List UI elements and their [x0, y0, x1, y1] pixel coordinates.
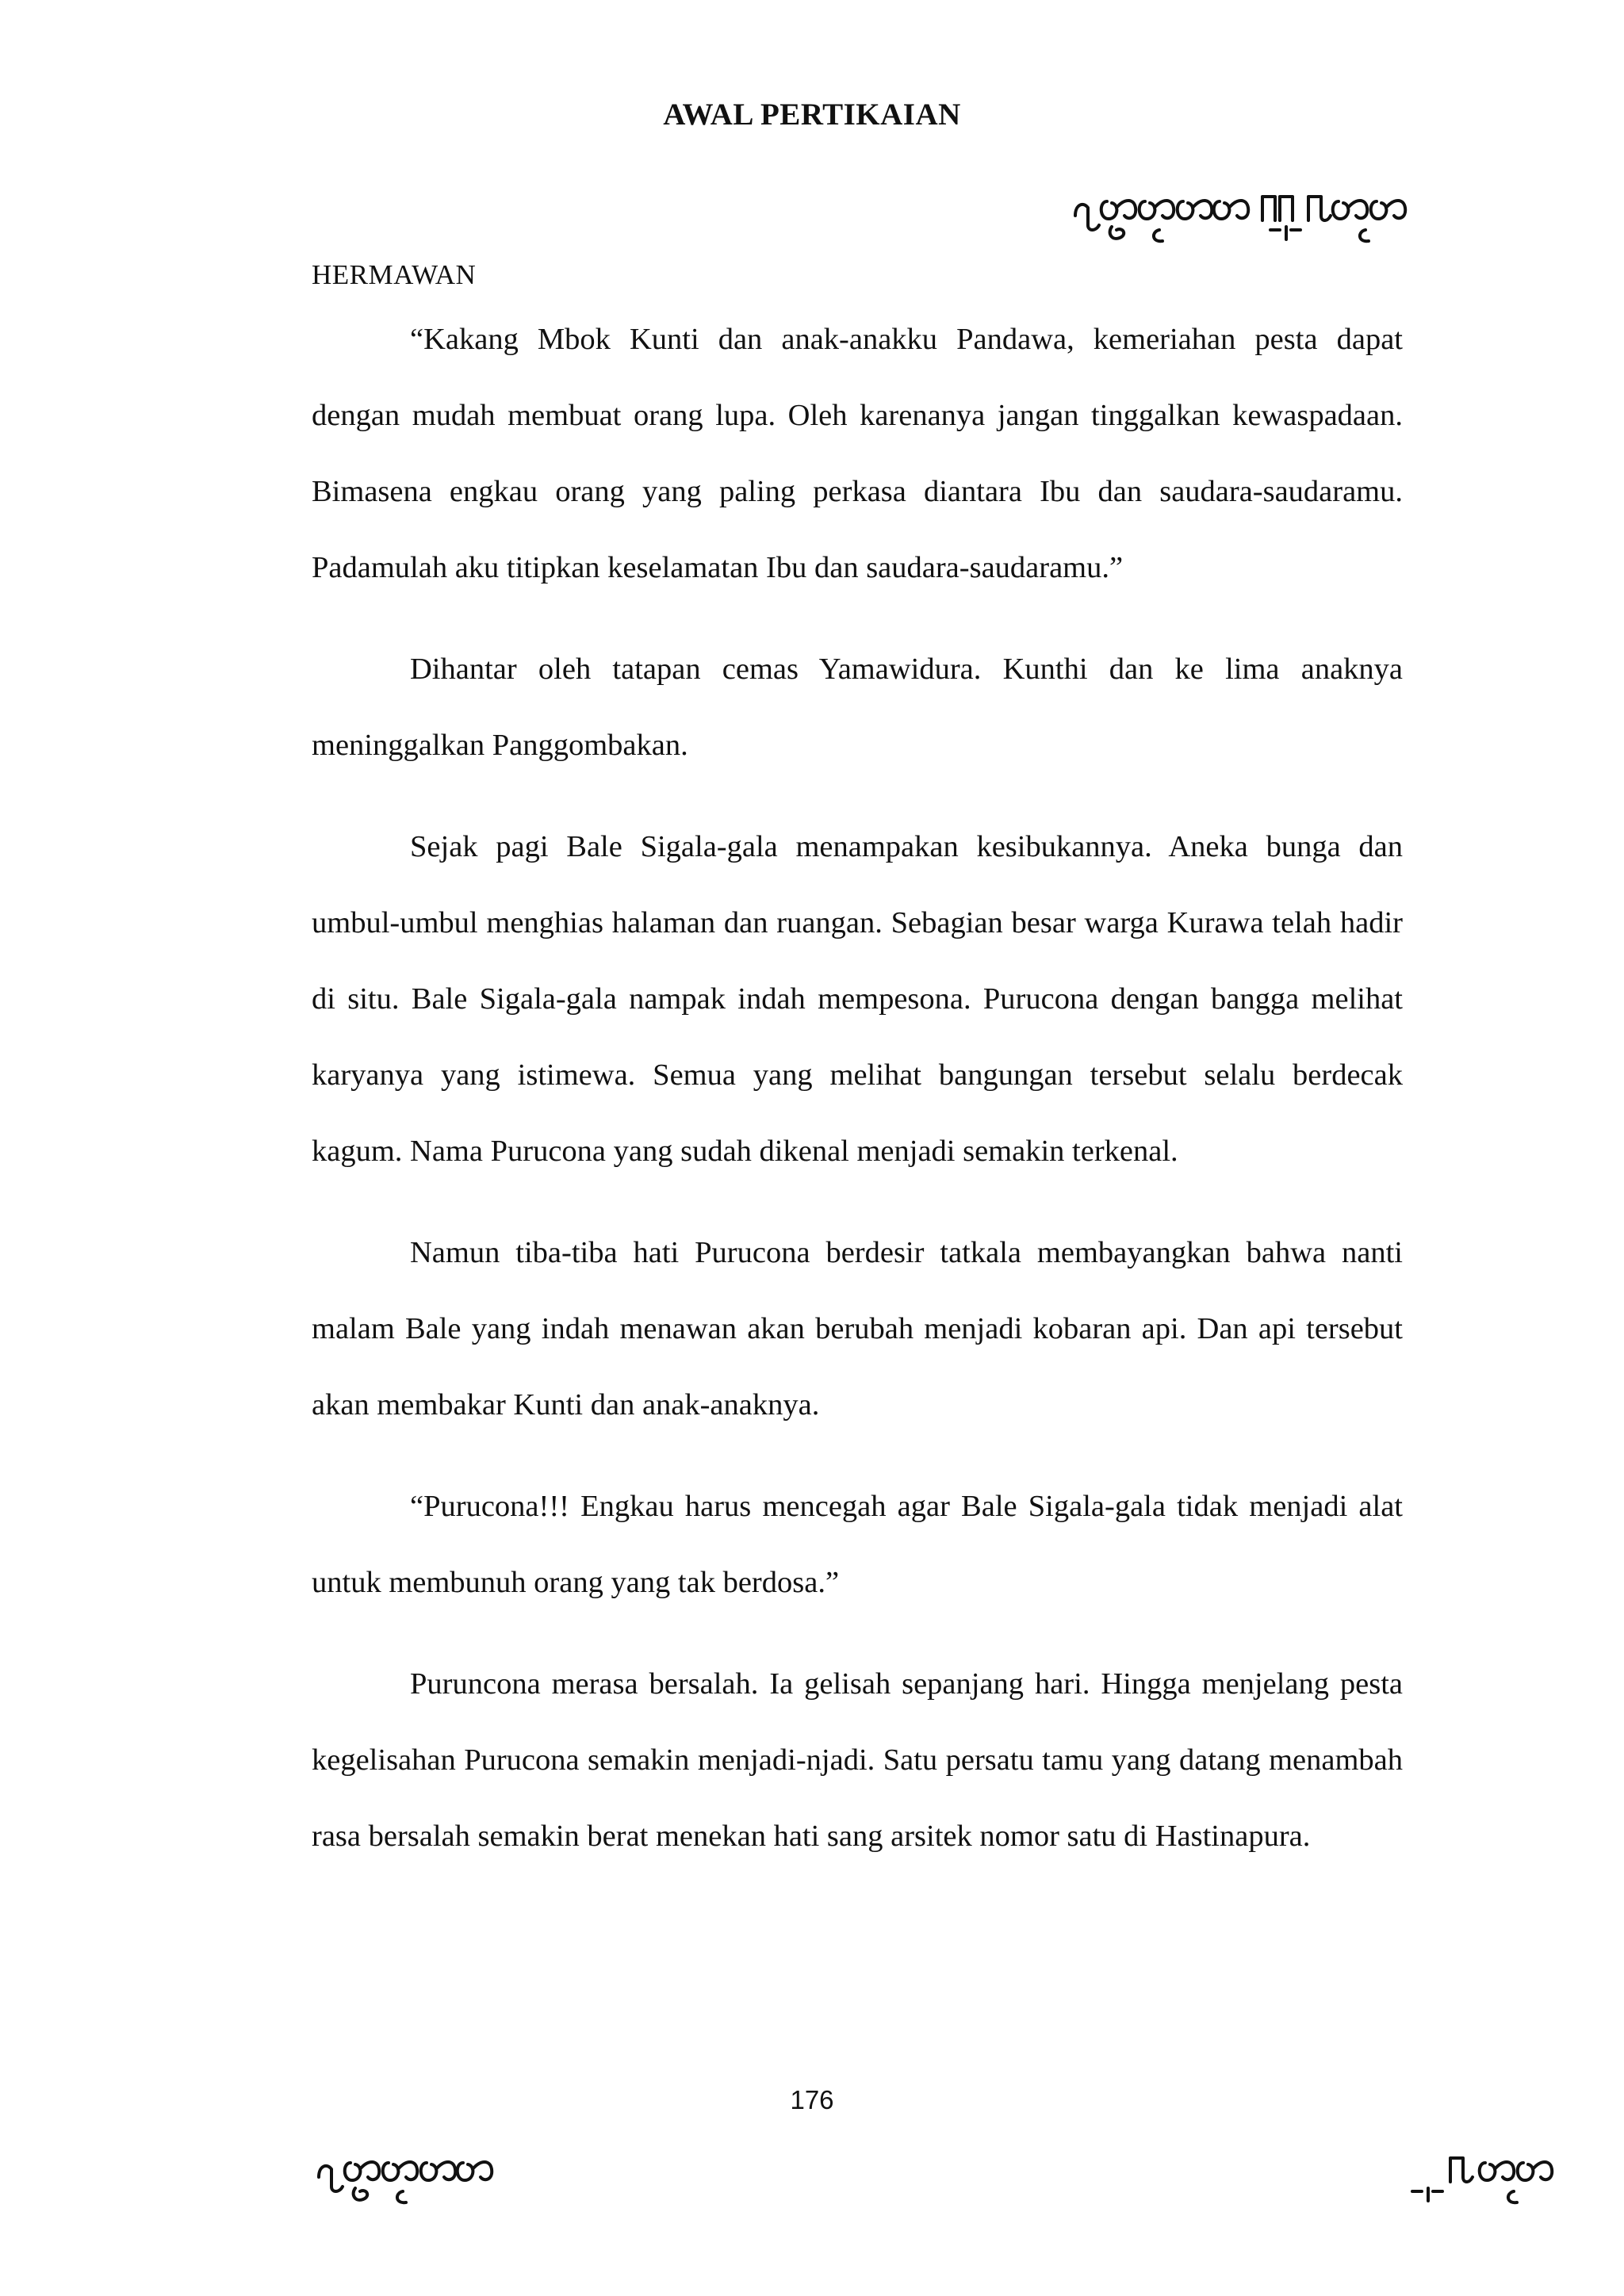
page-title: AWAL PERTIKAIAN	[663, 98, 961, 132]
author-name: HERMAWAN	[312, 259, 477, 290]
javanese-script-footer-left	[316, 2145, 498, 2210]
paragraph: “Kakang Mbok Kunti dan anak-anakku Pandawa, kemeriahan pesta dapat dengan mudah membuat orang lupa. Oleh karenanya jangan tinggalkan kewaspadaan. Bimasena engkau orang yang paling perkasa diantara Ibu dan saudara-saudaramu. Padamulah aku titipkan keselamatan Ibu dan saudara-saudaramu.”	[312, 323, 1403, 584]
javanese-script-header	[1072, 184, 1413, 249]
paragraph: Puruncona merasa bersalah. Ia gelisah sepanjang hari. Hingga menjelang pesta kegelisahan Purucona semakin menjadi-njadi. Satu persatu tamu yang datang menambah rasa bersalah semakin berat menekan hati sang arsitek nomor satu di Hastinapura.	[312, 1667, 1403, 1853]
page-number: 176	[790, 2085, 834, 2114]
paragraph: Sejak pagi Bale Sigala-gala menampakan kesibukannya. Aneka bunga dan umbul-umbul menghias halaman dan ruangan. Sebagian besar warga Kurawa telah hadir di situ. Bale Sigala-gala nampak indah mempesona. Purucona dengan bangga melihat karyanya yang istimewa. Semua yang melihat bangungan tersebut selalu berdecak kagum. Nama Purucona yang sudah dikenal menjadi semakin terkenal.	[312, 830, 1403, 1168]
story-body	[312, 301, 1403, 1874]
paragraph: Dihantar oleh tatapan cemas Yamawidura. Kunthi dan ke lima anaknya meninggalkan Panggombakan.	[312, 652, 1403, 762]
javanese-script-footer-right	[1408, 2145, 1562, 2210]
paragraph: “Purucona!!! Engkau harus mencegah agar Bale Sigala-gala tidak menjadi alat untuk membunuh orang yang tak berdosa.”	[312, 1490, 1403, 1599]
paragraph: Namun tiba-tiba hati Purucona berdesir tatkala membayangkan bahwa nanti malam Bale yang indah menawan akan berubah menjadi kobaran api. Dan api tersebut akan membakar Kunti dan anak-anaknya.	[312, 1236, 1403, 1422]
